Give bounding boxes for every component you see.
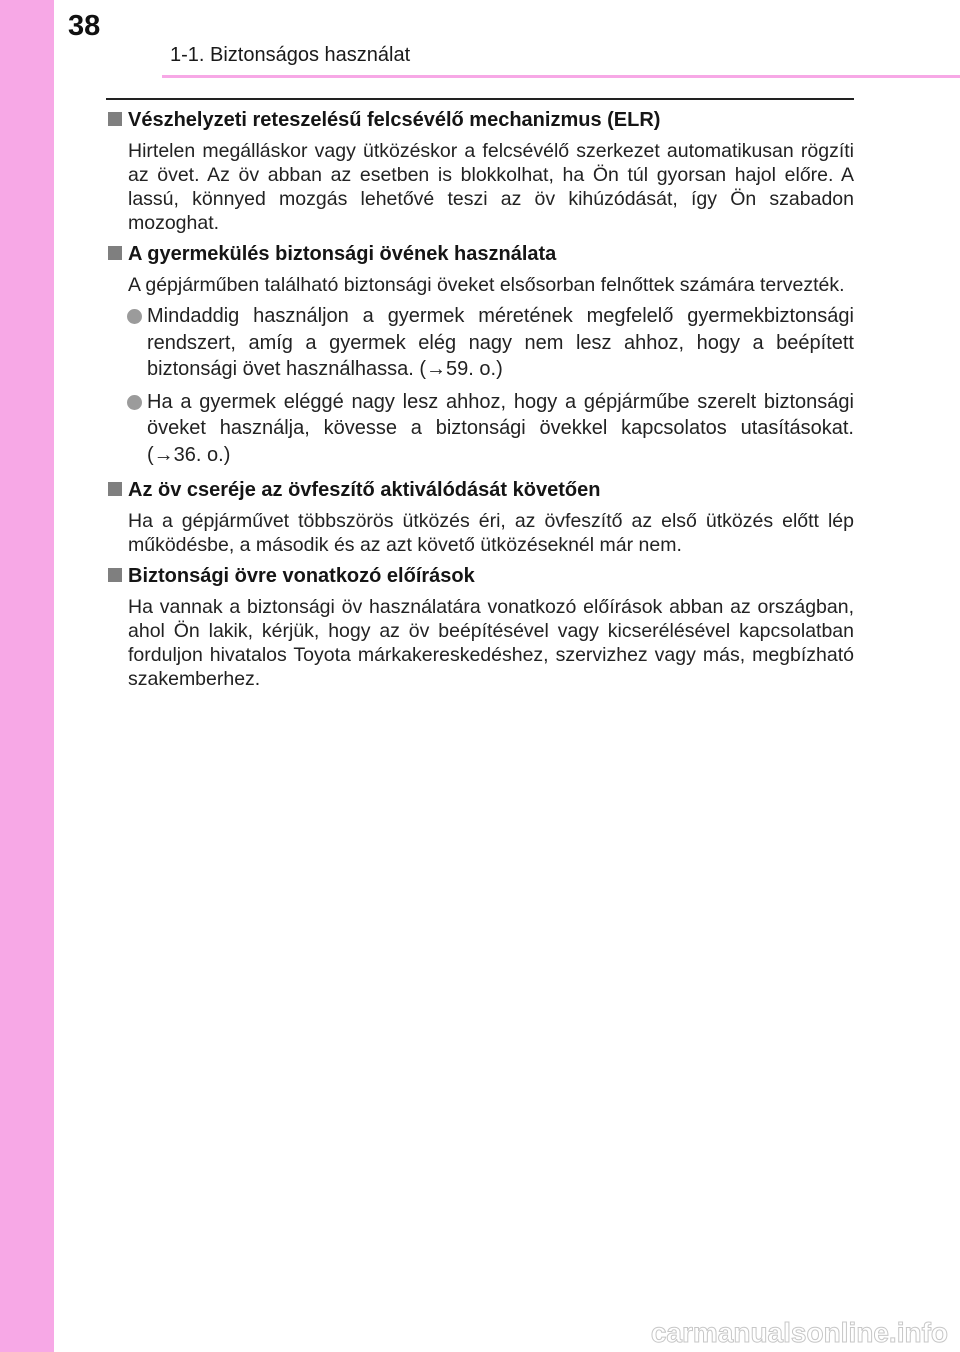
- chapter-title: 1-1. Biztonságos használat: [170, 44, 411, 66]
- page-content: [106, 107, 854, 691]
- section-paragraph: Ha vannak a biztonsági öv használatára vonatkozó előírások abban az országban, ahol Ön lakik, kérjük, hogy az öv beépítésével vagy kicserélésével kapcsolatban forduljon hivatalos Toyota márkakereskedéshez, szervizhez vagy más, megbízható szakemberhez.: [128, 596, 854, 690]
- section-belt-replacement: [106, 477, 854, 557]
- section-heading: [106, 477, 854, 503]
- content-top-rule: [106, 98, 854, 100]
- section-paragraph: Ha a gépjárművet többszörös ütközés éri, az övfeszítő az első ütközés előtt lép működésbe, a második és az azt követő ütközéseknél már nem.: [128, 510, 854, 556]
- bullet-text: Ha a gyermek eléggé nagy lesz ahhoz, hogy a gépjárműbe szerelt biztonsági öveket használja, kövesse a biztonsági övekkel kapcsolatos utasításokat. (→36. o.): [147, 390, 854, 466]
- side-color-band: [0, 0, 54, 1352]
- square-bullet-icon: [108, 246, 122, 260]
- section-heading-text: A gyermekülés biztonsági övének használata: [128, 243, 557, 265]
- section-regulations: [106, 563, 854, 691]
- section-heading: [106, 241, 854, 267]
- square-bullet-icon: [108, 568, 122, 582]
- section-heading-text: Az öv cseréje az övfeszítő aktiválódását követően: [128, 479, 601, 501]
- bullet-item: [106, 303, 854, 383]
- page-number: 38: [68, 10, 101, 42]
- square-bullet-icon: [108, 112, 122, 126]
- section-child-seat-belt: [106, 241, 854, 468]
- header-rule: [162, 75, 960, 78]
- section-heading-text: Vészhelyzeti reteszelésű felcsévélő mechanizmus (ELR): [128, 109, 661, 131]
- section-heading-text: Biztonsági övre vonatkozó előírások: [128, 565, 475, 587]
- watermark: [590, 1312, 950, 1352]
- circle-bullet-icon: [127, 395, 142, 410]
- section-heading: [106, 107, 854, 133]
- section-paragraph: Hirtelen megálláskor vagy ütközéskor a felcsévélő szerkezet automatikusan rögzíti az övet. Az öv abban az esetben is blokkolhat, ha Ön túl gyorsan hajol előre. A lassú, könnyed mozgás lehetővé teszi az öv kihúzódását, így Ön szabadon mozoghat.: [128, 140, 854, 234]
- section-paragraph: A gépjárműben található biztonsági öveket elsősorban felnőttek számára tervezték.: [128, 274, 845, 296]
- bullet-text: Mindaddig használjon a gyermek méretének megfelelő gyermekbiztonsági rendszert, amíg a gyermek elég nagy nem lesz ahhoz, hogy a beépített biztonsági övet használhassa. (→59. o.): [147, 305, 854, 380]
- section-elr: [106, 107, 854, 235]
- square-bullet-icon: [108, 482, 122, 496]
- bullet-item: [106, 389, 854, 469]
- circle-bullet-icon: [127, 309, 142, 324]
- watermark-text: carmanualsonline.info: [650, 1317, 948, 1348]
- section-heading: [106, 563, 854, 589]
